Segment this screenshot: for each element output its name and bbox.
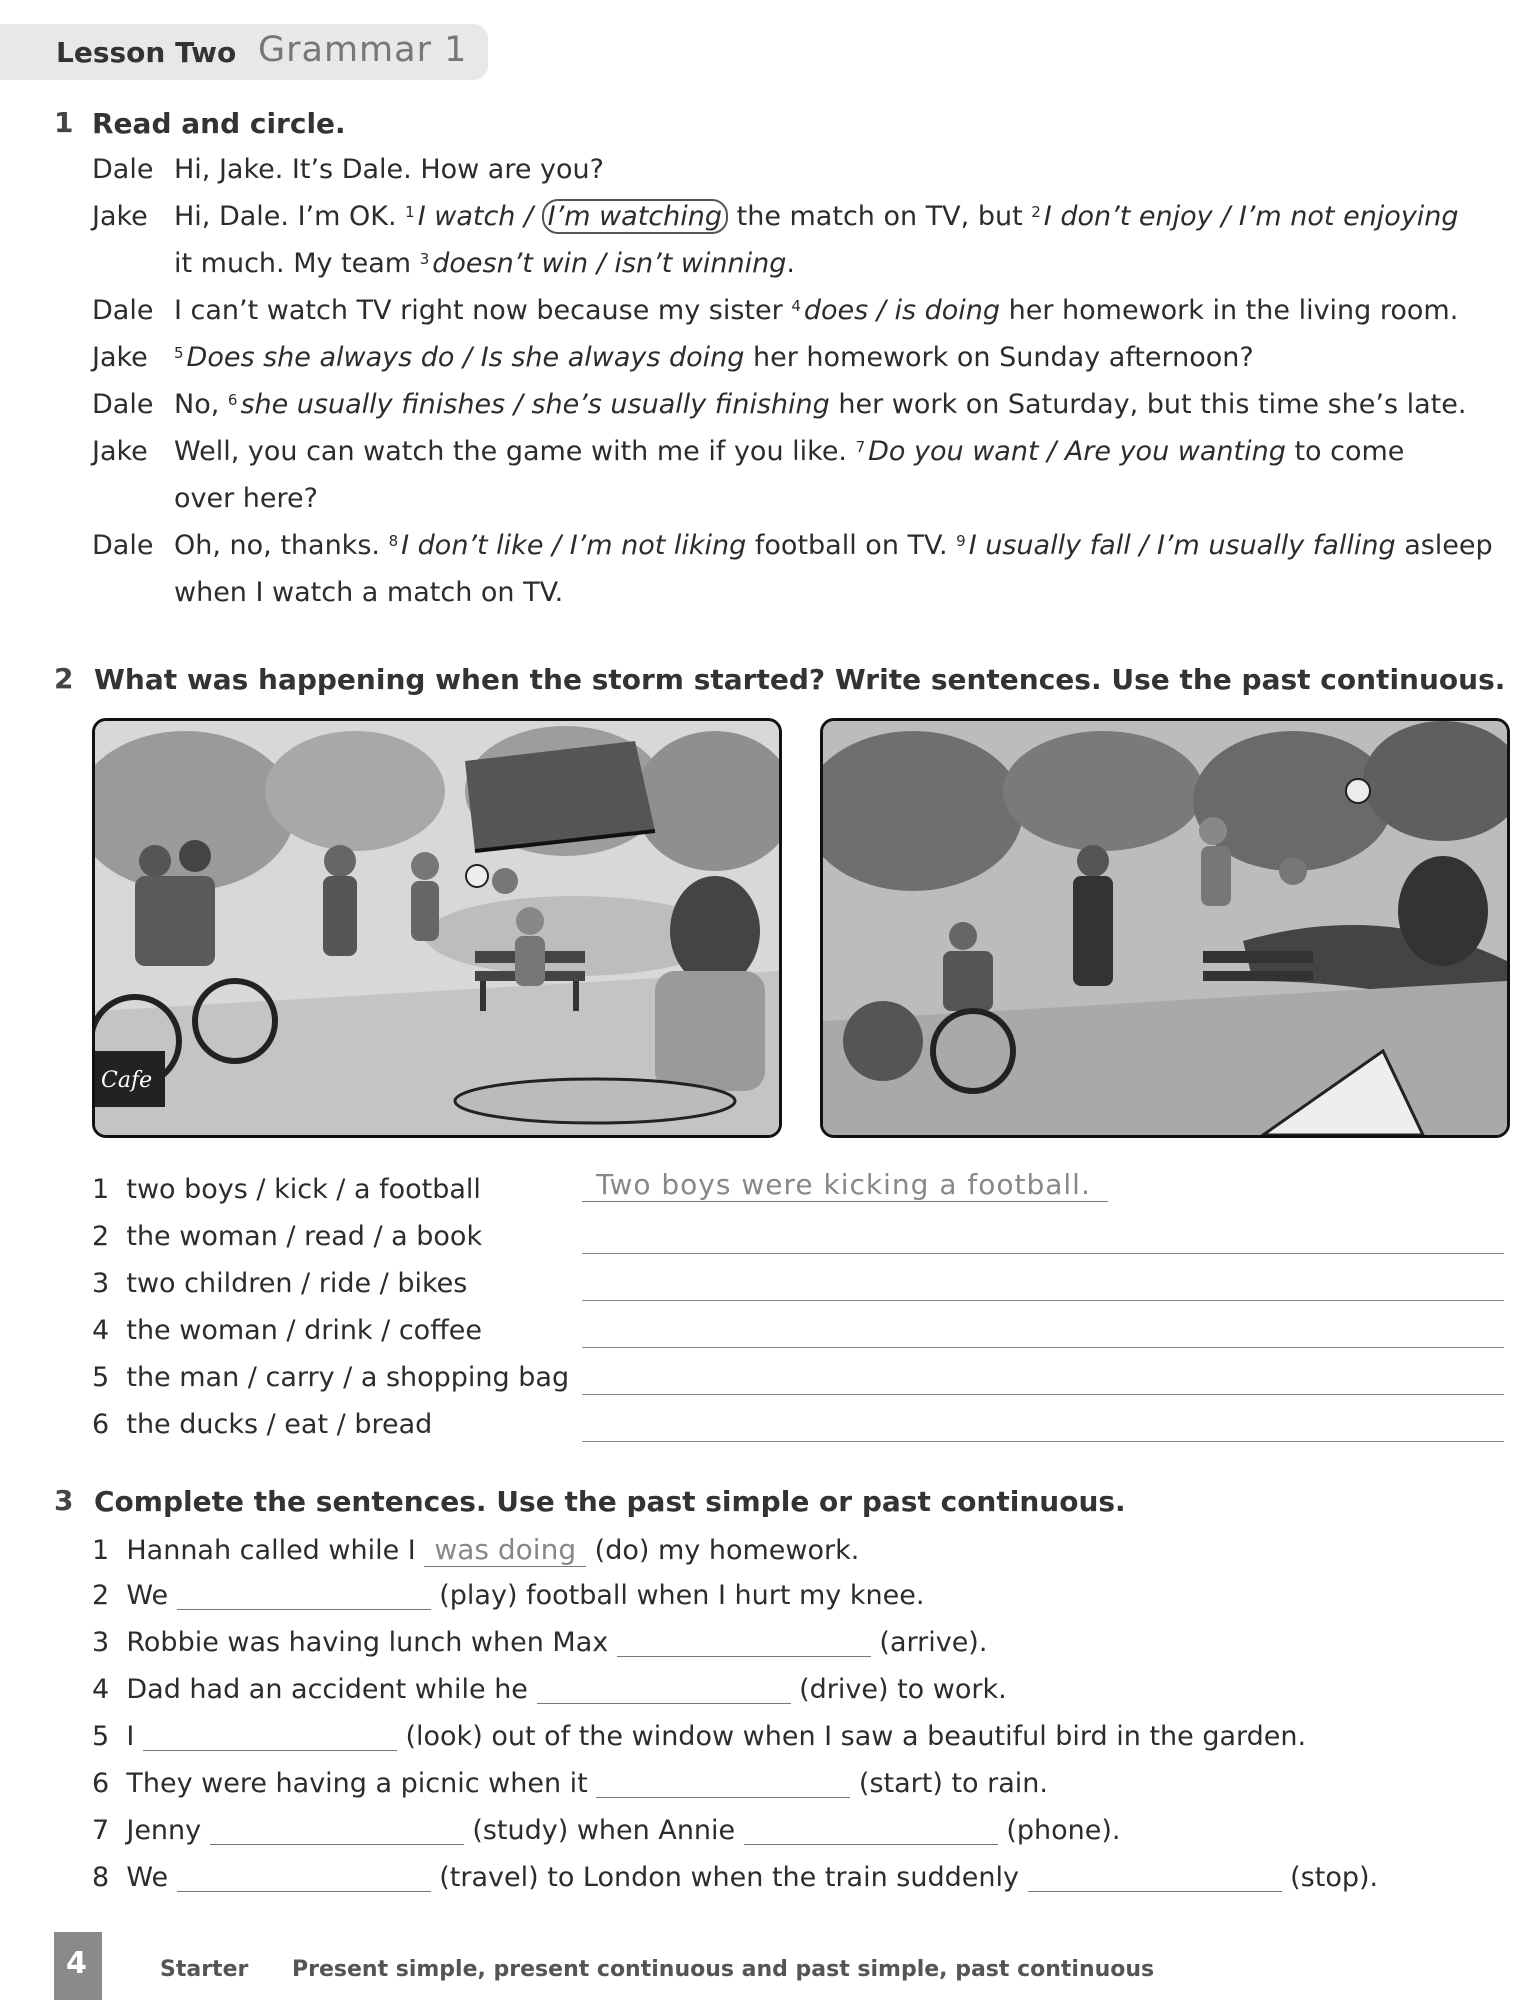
item-number: 3 bbox=[92, 1627, 110, 1658]
exercise-1-number: 1 bbox=[54, 106, 74, 139]
picture-storm bbox=[820, 718, 1510, 1138]
answer-blank[interactable] bbox=[177, 1865, 431, 1892]
choice-option[interactable]: Do you want / Are you wanting bbox=[868, 436, 1286, 467]
item-number: 6 bbox=[227, 391, 238, 409]
sentence-start: Hannah called while I bbox=[126, 1535, 425, 1566]
sentence-start: Robbie was having lunch when Max bbox=[126, 1627, 617, 1658]
sentence-end: (look) out of the window when I saw a beautiful bird in the garden. bbox=[396, 1721, 1307, 1752]
example-answer[interactable]: was doing bbox=[424, 1533, 586, 1567]
sentence-end: (arrive). bbox=[870, 1627, 988, 1658]
sentence-start: Jenny bbox=[126, 1815, 210, 1846]
exercise-3-number: 3 bbox=[54, 1484, 74, 1517]
circled-answer[interactable]: I’m watching bbox=[542, 199, 728, 234]
item-prompt: the ducks / eat / bread bbox=[126, 1409, 433, 1440]
exercise-2-title: What was happening when the storm started? Write sentences. Use the past continuous. bbox=[94, 663, 1506, 696]
page-number: 4 bbox=[66, 1946, 87, 1981]
answer-blank[interactable] bbox=[596, 1771, 850, 1798]
item-number: 4 bbox=[791, 297, 801, 315]
speaker-label: Dale bbox=[92, 295, 154, 326]
dialogue-text: I can’t watch TV right now because my sister bbox=[174, 295, 792, 326]
picture-before-storm bbox=[92, 718, 782, 1138]
item-number: 3 bbox=[92, 1268, 110, 1299]
answer-line[interactable] bbox=[582, 1441, 1504, 1442]
dialogue-text: to come bbox=[1285, 436, 1405, 467]
answer-field[interactable] bbox=[582, 1168, 1108, 1202]
sentence-middle: (travel) to London when the train suddenly bbox=[430, 1862, 1028, 1893]
choice-option[interactable]: I don’t like / I’m not liking bbox=[401, 530, 747, 561]
sentence-start: I bbox=[126, 1721, 143, 1752]
list-item bbox=[92, 1815, 1120, 1846]
item-number: 3 bbox=[419, 250, 430, 268]
answer-blank[interactable] bbox=[537, 1677, 791, 1704]
dialogue-line bbox=[174, 483, 318, 514]
dialogue-line bbox=[174, 530, 1493, 561]
list-item bbox=[92, 1627, 987, 1658]
unit-label: Starter bbox=[160, 1957, 249, 1982]
item-number: 4 bbox=[92, 1315, 110, 1346]
item-number: 1 bbox=[405, 203, 415, 221]
item-prompt: two children / ride / bikes bbox=[126, 1268, 468, 1299]
item-prompt: two boys / kick / a football bbox=[126, 1174, 481, 1205]
item-number: 6 bbox=[92, 1409, 110, 1440]
item-number: 8 bbox=[92, 1862, 110, 1893]
dialogue-text: over here? bbox=[174, 483, 318, 514]
speaker-label: Dale bbox=[92, 389, 154, 420]
choice-option[interactable]: she usually finishes / she’s usually finishing bbox=[240, 389, 830, 420]
item-prompt: the man / carry / a shopping bag bbox=[126, 1362, 570, 1393]
item-prompt: the woman / drink / coffee bbox=[126, 1315, 483, 1346]
dialogue-text: Oh, no, thanks. bbox=[174, 530, 389, 561]
speaker-label: Jake bbox=[92, 436, 148, 467]
list-item bbox=[92, 1362, 569, 1393]
sentence-start: Dad had an accident while he bbox=[126, 1674, 537, 1705]
dialogue-text: the match on TV, but bbox=[728, 201, 1032, 232]
answer-blank[interactable] bbox=[744, 1818, 998, 1845]
sentence-end: (phone). bbox=[997, 1815, 1121, 1846]
item-number: 2 bbox=[92, 1221, 110, 1252]
lesson-label: Lesson Two bbox=[56, 36, 237, 69]
speaker-label: Jake bbox=[92, 201, 148, 232]
item-number: 6 bbox=[92, 1768, 110, 1799]
dialogue-line bbox=[174, 342, 1254, 373]
list-item bbox=[92, 1268, 467, 1299]
exercise-3-title: Complete the sentences. Use the past simple or past continuous. bbox=[94, 1485, 1126, 1518]
list-item bbox=[92, 1674, 1007, 1705]
answer-blank[interactable] bbox=[177, 1583, 431, 1610]
list-item bbox=[92, 1862, 1378, 1893]
list-item bbox=[92, 1721, 1306, 1752]
sentence-start: We bbox=[126, 1862, 177, 1893]
list-item bbox=[92, 1174, 481, 1205]
sentence-end: (stop). bbox=[1281, 1862, 1379, 1893]
list-item bbox=[92, 1533, 859, 1567]
choice-option[interactable]: I don’t enjoy / I’m not enjoying bbox=[1043, 201, 1459, 232]
dialogue-text: . bbox=[786, 248, 795, 279]
exercise-1-title: Read and circle. bbox=[92, 107, 346, 140]
dialogue-line bbox=[174, 154, 604, 185]
dialogue-text: football on TV. bbox=[746, 530, 957, 561]
item-number: 9 bbox=[956, 532, 966, 550]
dialogue-line bbox=[174, 577, 563, 608]
choice-option[interactable]: I usually fall / I’m usually falling bbox=[968, 530, 1396, 561]
item-number: 4 bbox=[92, 1674, 110, 1705]
speaker-label: Dale bbox=[92, 154, 154, 185]
dialogue-line bbox=[174, 295, 1458, 326]
item-number: 2 bbox=[92, 1580, 110, 1611]
dialogue-text: her homework in the living room. bbox=[1000, 295, 1459, 326]
dialogue-line bbox=[174, 201, 1459, 232]
speaker-label: Jake bbox=[92, 342, 148, 373]
choice-option: I watch / bbox=[417, 201, 542, 232]
dialogue-text: her work on Saturday, but this time she’s late. bbox=[829, 389, 1467, 420]
list-item bbox=[92, 1221, 482, 1252]
choice-option[interactable]: doesn’t win / isn’t winning bbox=[432, 248, 787, 279]
cafe-sign: Cafe bbox=[101, 1068, 153, 1093]
dialogue-line bbox=[174, 248, 795, 279]
sentence-end: (drive) to work. bbox=[790, 1674, 1007, 1705]
list-item bbox=[92, 1580, 924, 1611]
item-number: 8 bbox=[388, 532, 399, 550]
item-number: 5 bbox=[92, 1721, 110, 1752]
dialogue-line bbox=[174, 389, 1466, 420]
item-number: 5 bbox=[92, 1362, 110, 1393]
item-number: 7 bbox=[855, 438, 866, 456]
dialogue-text: Hi, Jake. It’s Dale. How are you? bbox=[174, 154, 604, 185]
sentence-end: (do) my homework. bbox=[586, 1535, 860, 1566]
choice-option[interactable]: does / is doing bbox=[803, 295, 1001, 326]
dialogue-text: Well, you can watch the game with me if you like. bbox=[174, 436, 856, 467]
item-number: 1 bbox=[92, 1174, 110, 1205]
answer-blank[interactable] bbox=[143, 1724, 397, 1751]
dialogue-text: No, bbox=[174, 389, 228, 420]
sentence-start: They were having a picnic when it bbox=[126, 1768, 597, 1799]
item-number: 1 bbox=[92, 1535, 110, 1566]
answer-blank[interactable] bbox=[1028, 1865, 1282, 1892]
dialogue-text: when I watch a match on TV. bbox=[174, 577, 564, 608]
item-prompt: the woman / read / a book bbox=[126, 1221, 483, 1252]
sentence-middle: (study) when Annie bbox=[463, 1815, 744, 1846]
sentence-start: We bbox=[126, 1580, 177, 1611]
list-item bbox=[92, 1768, 1048, 1799]
speaker-label: Dale bbox=[92, 530, 154, 561]
list-item bbox=[92, 1315, 482, 1346]
answer-line[interactable] bbox=[582, 1253, 1504, 1254]
dialogue-text: Hi, Dale. I’m OK. bbox=[174, 201, 406, 232]
topic-label: Present simple, present continuous and past simple, past continuous bbox=[292, 1957, 1155, 1982]
item-number: 5 bbox=[174, 344, 184, 362]
dialogue-text: it much. My team bbox=[174, 248, 420, 279]
answer-blank[interactable] bbox=[617, 1630, 871, 1657]
list-item bbox=[92, 1409, 432, 1440]
answer-line[interactable] bbox=[582, 1394, 1504, 1395]
item-number: 2 bbox=[1031, 203, 1041, 221]
choice-option[interactable]: Does she always do / Is she always doing bbox=[186, 342, 745, 373]
answer-line[interactable] bbox=[582, 1300, 1504, 1301]
answer-line[interactable] bbox=[582, 1347, 1504, 1348]
section-title: Grammar 1 bbox=[258, 30, 468, 70]
dialogue-line bbox=[174, 436, 1404, 467]
answer-blank[interactable] bbox=[210, 1818, 464, 1845]
dialogue-text: asleep bbox=[1395, 530, 1493, 561]
exercise-2-number: 2 bbox=[54, 662, 74, 695]
dialogue-text: her homework on Sunday afternoon? bbox=[744, 342, 1254, 373]
item-number: 7 bbox=[92, 1815, 110, 1846]
sentence-end: (start) to rain. bbox=[850, 1768, 1048, 1799]
sentence-end: (play) football when I hurt my knee. bbox=[430, 1580, 925, 1611]
example-answer: Two boys were kicking a football. bbox=[596, 1168, 1091, 1201]
